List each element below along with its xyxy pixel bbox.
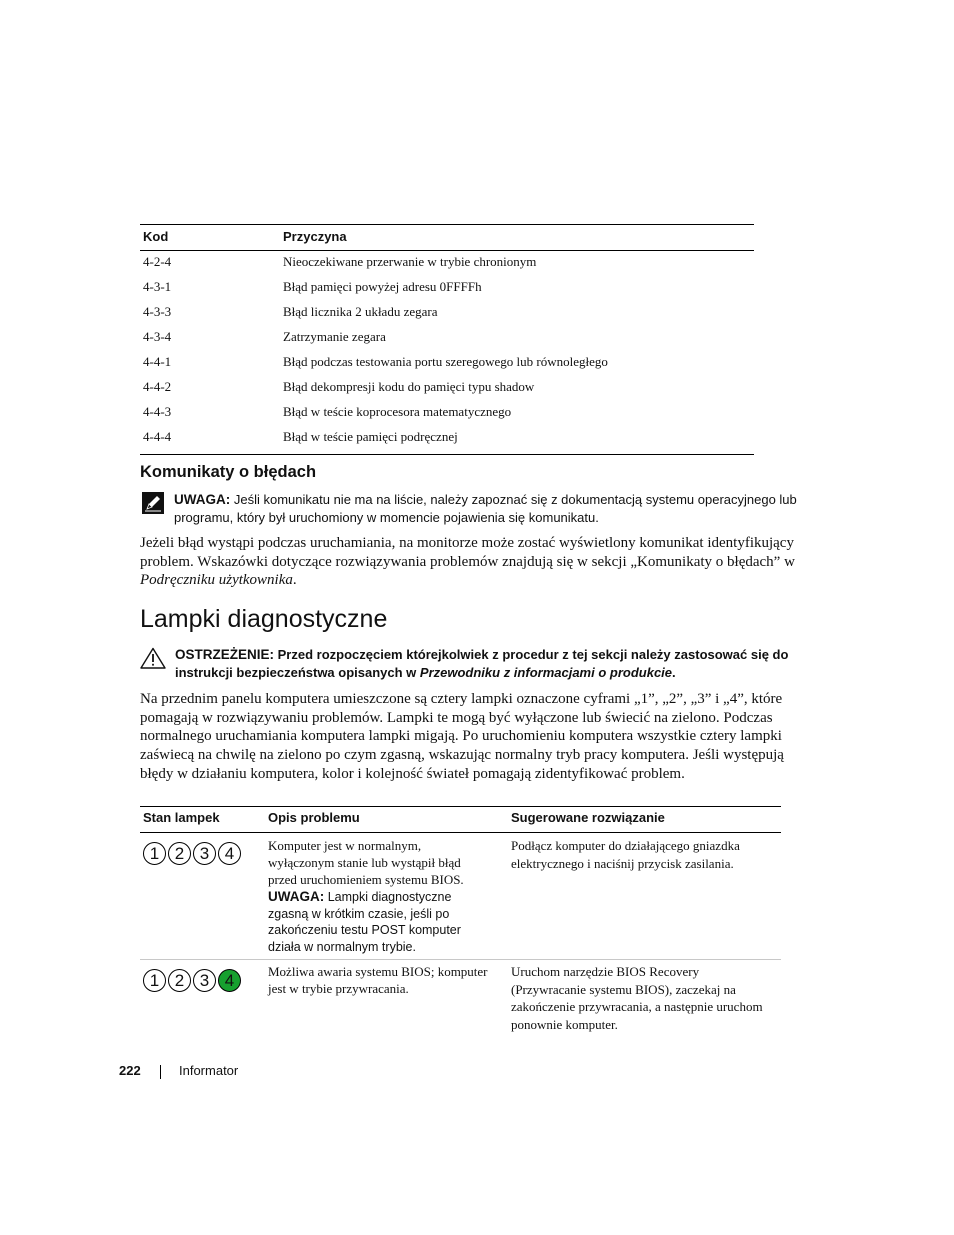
user-guide-reference: Podręczniku użytkownika <box>140 572 293 589</box>
note-text: Lampki diagnostyczne zgasną w krótkim czasie, jeśli po zakończeniu testu POST komputer działa w normalnym trybie. <box>268 890 461 954</box>
cause-cell: Nieoczekiwane przerwanie w trybie chronionym <box>283 254 537 269</box>
product-info-guide-reference: Przewodniku z informacjami o produkcie <box>419 664 673 680</box>
code-cell: 4-3-4 <box>143 329 172 344</box>
page-title: Lampki diagnostyczne <box>140 605 388 633</box>
table-row <box>140 426 754 451</box>
code-cell: 4-4-3 <box>143 404 172 419</box>
problem-text: Komputer jest w normalnym, wyłączonym stanie lub wystąpił błąd przed uruchomieniem systemu BIOS. <box>268 838 464 887</box>
table-header <box>140 806 781 833</box>
inline-note <box>268 889 488 955</box>
code-cell: 4-2-4 <box>143 254 172 269</box>
header-kod: Kod <box>143 229 169 244</box>
table-row <box>140 833 781 960</box>
diagnostic-light-4: 4 <box>218 842 241 865</box>
suggested-solution: Uruchom narzędzie BIOS Recovery (Przywracanie systemu BIOS), zaczekaj na zakończenie przywracania, a następnie uruchom ponownie komputer. <box>511 964 763 1032</box>
warning-text-end: . <box>672 664 676 680</box>
diagnostic-light-2: 2 <box>168 842 191 865</box>
code-cell: 4-3-3 <box>143 304 172 319</box>
diagnostic-paragraph: Na przednim panelu komputera umieszczone są cztery lampki oznaczone cyframi „1”, „2”, „3” i „4”, które pomagają w rozwiązywaniu problemów. Lampki te mogą być wyłączone lub świecić na zielono. Podczas normalnego uruchamiania komputera lampki migają. Po uruchomieniu komputera wszystkie cztery lampki zaświecą na chwilę na zielono po czym zgasną, wskazując normalny tryb pracy komputera. Jeśli występują błędy w działaniu komputera, kolor i kolejność świateł pomagają zidentyfikować problem. <box>140 691 784 782</box>
note-label: UWAGA: <box>174 492 231 507</box>
header-stan-lampek: Stan lampek <box>143 810 220 825</box>
table-header <box>140 224 754 251</box>
problem-description <box>268 837 488 955</box>
footer-title: Informator <box>179 1063 239 1078</box>
header-sugerowane-rozwiazanie: Sugerowane rozwiązanie <box>511 810 665 825</box>
table-row <box>140 960 781 1036</box>
problem-description: Możliwa awaria systemu BIOS; komputer jest w trybie przywracania. <box>268 964 488 996</box>
footer-divider <box>160 1065 161 1079</box>
note-box <box>140 491 800 526</box>
table-row <box>140 276 754 301</box>
diagnostic-light-3: 3 <box>193 842 216 865</box>
light-pattern <box>143 969 243 994</box>
diagnostic-light-3: 3 <box>193 969 216 992</box>
table-row <box>140 301 754 326</box>
page-number: 222 <box>119 1063 141 1078</box>
diagnostic-light-4: 4 <box>218 969 241 992</box>
cause-cell: Błąd w teście pamięci podręcznej <box>283 429 458 444</box>
beep-code-table <box>140 224 754 455</box>
code-cell: 4-4-2 <box>143 379 172 394</box>
code-cell: 4-4-4 <box>143 429 172 444</box>
light-pattern <box>143 842 243 867</box>
table-row <box>140 401 754 426</box>
header-opis-problemu: Opis problemu <box>268 810 360 825</box>
cause-cell: Błąd w teście koprocesora matematycznego <box>283 404 512 419</box>
cause-cell: Błąd pamięci powyżej adresu 0FFFFh <box>283 279 482 294</box>
warning-label: OSTRZEŻENIE: <box>175 647 275 662</box>
errors-paragraph-end: . <box>292 572 297 589</box>
table-row <box>140 351 754 376</box>
table-row <box>140 251 754 276</box>
errors-paragraph-text: Jeżeli błąd wystąpi podczas uruchamiania, na monitorze może zostać wyświetlony komunikat identyfikujący problem. Wskazówki dotyczące rozwiązywania problemów znajdują się w sekcji „Komunikaty o błędach” w <box>140 535 795 570</box>
code-cell: 4-3-1 <box>143 279 172 294</box>
header-przyczyna: Przyczyna <box>283 229 347 244</box>
code-cell: 4-4-1 <box>143 354 172 369</box>
diagnostic-light-1: 1 <box>143 842 166 865</box>
note-label: UWAGA: <box>268 889 325 904</box>
warning-triangle-icon <box>140 647 166 669</box>
warning-box <box>140 646 805 681</box>
errors-paragraph <box>140 534 805 590</box>
warning-text: Przed rozpoczęciem którejkolwiek z procedur z tej sekcji należy zastosować się do instrukcji bezpieczeństwa opisanych w <box>175 647 789 680</box>
diagnostic-light-1: 1 <box>143 969 166 992</box>
cause-cell: Błąd licznika 2 układu zegara <box>283 304 438 319</box>
pencil-note-icon <box>142 492 164 514</box>
cause-cell: Błąd dekompresji kodu do pamięci typu shadow <box>283 379 535 394</box>
table-body <box>140 251 754 455</box>
suggested-solution: Podłącz komputer do działającego gniazdka elektrycznego i naciśnij przycisk zasilania. <box>511 838 740 871</box>
diagnostic-light-2: 2 <box>168 969 191 992</box>
cause-cell: Zatrzymanie zegara <box>283 329 386 344</box>
table-row <box>140 326 754 351</box>
cause-cell: Błąd podczas testowania portu szeregowego lub równoległego <box>283 354 608 369</box>
section-heading-errors: Komunikaty o błędach <box>140 463 317 481</box>
diagnostic-lights-table <box>140 806 781 1036</box>
table-row <box>140 376 754 401</box>
note-text: Jeśli komunikatu nie ma na liście, należy zapoznać się z dokumentacją systemu operacyjnego lub programu, który był uruchomiony w momencie pojawienia się komunikatu. <box>174 492 797 525</box>
